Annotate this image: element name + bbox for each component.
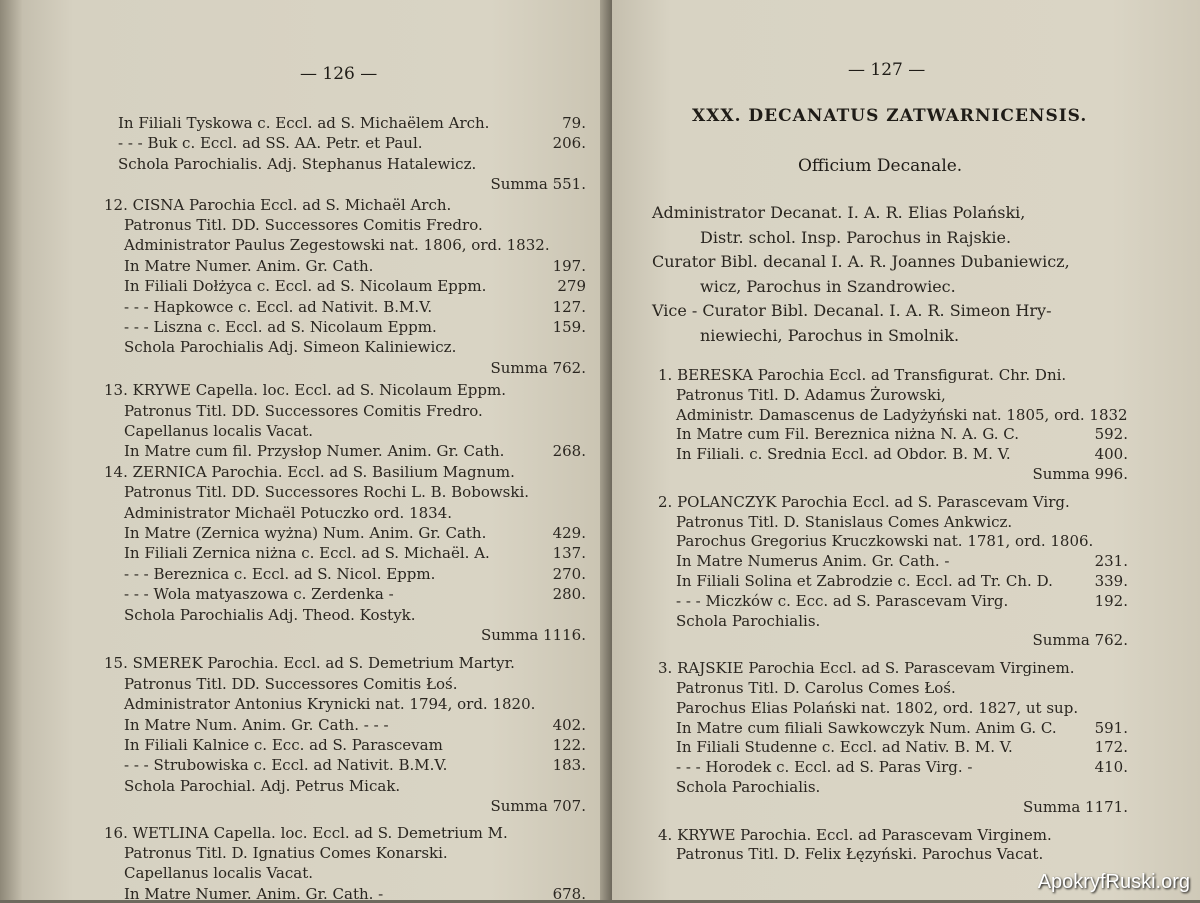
line-count: 268. [552, 442, 586, 461]
text-line: In Filiali Kalnice c. Ecc. ad S. Parascevam [124, 736, 443, 754]
text-line: Administrator Paulus Zegestowski nat. 1806, ord. 1832. [124, 236, 550, 255]
text-line: Schola Parochialis. [676, 611, 821, 630]
text-line: Administrator Michaël Potuczko ord. 1834. [124, 503, 453, 522]
text-line: - - - Horodek c. Eccl. ad S. Paras Virg. - [676, 758, 973, 777]
text-line: Capellanus localis Vacat. [124, 864, 313, 883]
line-count: 592. [1094, 425, 1128, 444]
text-line: Schola Parochialis Adj. Theod. Kostyk. [124, 605, 416, 624]
line-count: 270. [552, 564, 586, 583]
section-title: XXX. DECANATUS ZATWARNICENSIS. [692, 106, 1088, 126]
text-line: 14. ZERNICA Parochia. Eccl. ad S. Basilium Magnum. [104, 462, 515, 481]
text-line: - - - Miczków c. Ecc. ad S. Parascevam Virg. [676, 591, 1009, 610]
text-line: - - - Liszna c. Eccl. ad S. Nicolaum Eppm. [124, 318, 437, 336]
text-line: In Matre Numerus Anim. Gr. Cath. - [676, 552, 950, 571]
text-line: Parochus Elias Polański nat. 1802, ord. 1827, ut sup. [676, 698, 1079, 717]
line-count: 678. [552, 884, 586, 903]
officium-line: Vice - Curator Bibl. Decanal. I. A. R. Simeon Hry- [652, 301, 1052, 320]
right-page-number: — 127 — [848, 60, 926, 80]
text-line: - - - Buk c. Eccl. ad SS. AA. Petr. et Paul. [118, 134, 423, 153]
text-line: Schola Parochialis. [676, 778, 821, 796]
text-line: - - - Hapkowce c. Eccl. ad Nativit. B.M.V. [124, 297, 433, 316]
text-line: Patronus Titl. DD. Successores Comitis Łoś. [124, 674, 458, 693]
line-count: 591. [1094, 718, 1128, 737]
text-line: In Filiali Tyskowa c. Eccl. ad S. Michaëlem Arch. [118, 114, 490, 132]
section-subtitle: Officium Decanale. [798, 156, 963, 176]
text-line: Administr. Damascenus de Ladyżyński nat. 1805, ord. 1832 [676, 405, 1128, 424]
summa-total: Summa 1171. [1022, 797, 1128, 816]
text-line: In Filiali Zernica niżna c. Eccl. ad S. Michaël. A. [124, 544, 490, 563]
text-line: 1. BERESKA Parochia Eccl. ad Transfigurat. Chr. Dni. [658, 366, 1067, 384]
line-count: 197. [552, 256, 586, 275]
text-line: Schola Parochial. Adj. Petrus Micak. [124, 776, 401, 795]
line-count: 79. [562, 114, 586, 132]
text-line: - - - Wola matyaszowa c. Zerdenka - [124, 585, 394, 604]
text-line: 13. KRYWE Capella. loc. Eccl. ad S. Nicolaum Eppm. [104, 381, 507, 400]
text-line: 12. CISNA Parochia Eccl. ad S. Michaël Arch. [104, 195, 452, 214]
text-line: In Filiali Dołżyca c. Eccl. ad S. Nicolaum Eppm. [124, 277, 487, 296]
text-line: In Matre cum fil. Przysłop Numer. Anim. Gr. Cath. [124, 442, 505, 461]
text-line: In Matre Numer. Anim. Gr. Cath. - [124, 884, 384, 903]
text-line: 2. POLANCZYK Parochia Eccl. ad S. Parascevam Virg. [658, 492, 1070, 511]
officium-line: niewiechi, Parochus in Smolnik. [700, 325, 960, 345]
summa-total: Summa 762. [1032, 631, 1128, 650]
line-count: 402. [552, 715, 586, 734]
summa-total: Summa 996. [1032, 465, 1128, 483]
text-line: In Matre cum Fil. Bereznica niżna N. A. G. C. [676, 425, 1020, 444]
text-line: 4. KRYWE Parochia. Eccl. ad Parascevam Virginem. [658, 825, 1052, 844]
text-line: Patronus Titl. D. Carolus Comes Łoś. [676, 679, 956, 697]
text-line: Capellanus localis Vacat. [124, 422, 313, 440]
text-line: In Filiali Solina et Zabrodzie c. Eccl. ad Tr. Ch. D. [676, 572, 1053, 590]
text-line: In Filiali Studenne c. Eccl. ad Nativ. B. M. V. [676, 738, 1013, 757]
watermark: ApokryfRuski.org [1037, 871, 1190, 893]
line-count: 183. [552, 756, 586, 775]
line-count: 122. [552, 736, 586, 754]
summa-total: Summa 707. [490, 797, 586, 816]
line-count: 206. [552, 134, 586, 153]
text-line: Patronus Titl. DD. Successores Rochi L. B. Bobowski. [124, 483, 530, 502]
text-line: In Matre Numer. Anim. Gr. Cath. [124, 256, 374, 275]
line-count: 280. [552, 585, 586, 604]
text-line: In Matre Num. Anim. Gr. Cath. - - - [124, 715, 389, 734]
page-edge [0, 0, 22, 900]
text-line: In Filiali. c. Srednia Eccl. ad Obdor. B. M. V. [676, 445, 1011, 464]
officium-line: Curator Bibl. decanal I. A. R. Joannes Dubaniewicz, [652, 252, 1070, 271]
line-count: 192. [1094, 591, 1128, 610]
text-line: 15. SMEREK Parochia. Eccl. ad S. Demetrium Martyr. [104, 654, 515, 673]
summa-total: Summa 762. [490, 358, 586, 377]
line-count: 400. [1094, 445, 1128, 464]
line-count: 410. [1094, 758, 1128, 777]
text-line: Patronus Titl. D. Ignatius Comes Konarski. [124, 844, 448, 862]
text-line: Administrator Antonius Krynicki nat. 1794, ord. 1820. [124, 695, 536, 714]
line-count: 159. [552, 318, 586, 336]
text-line: 16. WETLINA Capella. loc. Eccl. ad S. Demetrium M. [104, 823, 508, 842]
line-count: 231. [1094, 552, 1128, 571]
summa-total: Summa 1116. [480, 626, 586, 644]
text-line: Patronus Titl. D. Adamus Żurowski, [676, 385, 946, 404]
right-page [612, 0, 1200, 900]
line-count: 137. [552, 544, 586, 563]
text-line: Patronus Titl. DD. Successores Comitis Fredro. [124, 216, 483, 234]
text-line: In Matre cum filiali Sawkowczyk Num. Anim G. C. [676, 718, 1057, 737]
line-count: 127. [552, 297, 586, 316]
line-count: 172. [1094, 738, 1128, 757]
left-page-number: — 126 — [300, 64, 378, 84]
officium-line: wicz, Parochus in Szandrowiec. [700, 276, 956, 296]
text-line: Patronus Titl. D. Felix Łęzyński. Parochus Vacat. [676, 845, 1044, 864]
text-line: Patronus Titl. D. Stanislaus Comes Ankwicz. [676, 512, 1013, 531]
text-line: Schola Parochialis Adj. Simeon Kaliniewicz. [124, 338, 457, 357]
line-count: 429. [552, 524, 586, 542]
officium-line: Administrator Decanat. I. A. R. Elias Polański, [652, 203, 1026, 222]
text-line: Schola Parochialis. Adj. Stephanus Hatalewicz. [118, 154, 477, 173]
text-line: In Matre (Zernica wyżna) Num. Anim. Gr. Cath. [124, 524, 487, 542]
line-count: 279 [557, 277, 586, 296]
line-count: 339. [1094, 572, 1128, 590]
text-line: - - - Bereznica c. Eccl. ad S. Nicol. Eppm. [124, 564, 436, 583]
text-line: 3. RAJSKIE Parochia Eccl. ad S. Parascevam Virginem. [658, 659, 1075, 678]
text-line: Parochus Gregorius Kruczkowski nat. 1781, ord. 1806. [676, 532, 1094, 551]
officium-line: Distr. schol. Insp. Parochus in Rajskie. [700, 227, 1012, 247]
text-line: Patronus Titl. DD. Successores Comitis Fredro. [124, 401, 483, 420]
text-line: - - - Strubowiska c. Eccl. ad Nativit. B.M.V. [124, 756, 448, 775]
summa-total: Summa 551. [490, 175, 586, 194]
